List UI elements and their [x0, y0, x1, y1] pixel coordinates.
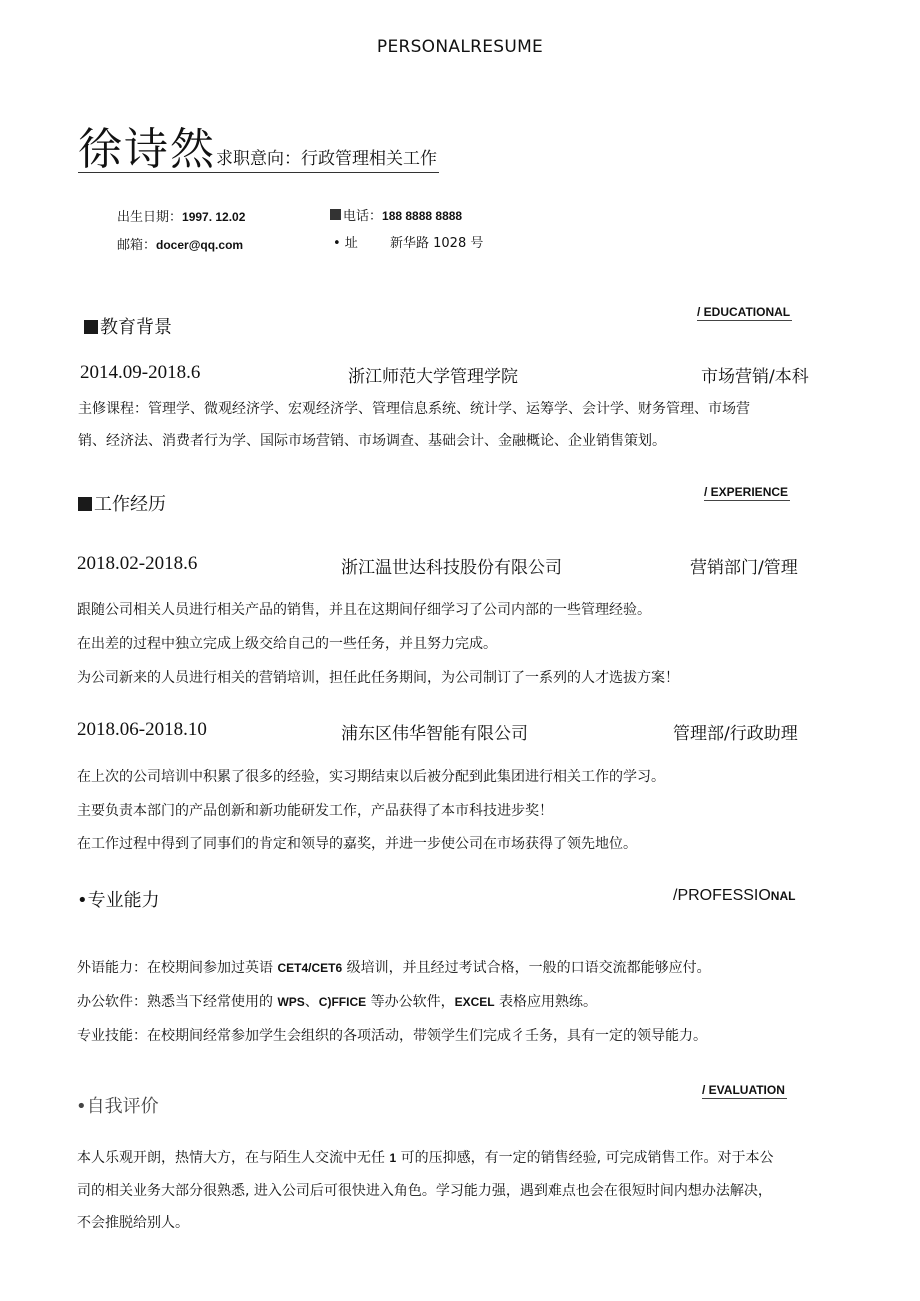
evaluation-line-1: [77, 1147, 774, 1167]
skill-office-c: 、: [304, 994, 319, 1010]
evaluation-heading: •自我评价: [76, 1096, 159, 1117]
skill-office-g: 表格应用熟练。: [494, 994, 598, 1010]
courses-line-2: 销、经济法、消费者行为学、国际市场营销、市场调查、基础会计、金融概论、企业销售策划。: [78, 433, 666, 449]
evaluation-tag: / EVALUATION: [702, 1083, 785, 1097]
email-label: 邮箱：: [117, 238, 157, 253]
job-2-company: 浦东区伟华智能有限公司: [341, 724, 528, 744]
education-heading: [84, 313, 172, 339]
skills-heading: •专业能力: [77, 890, 160, 911]
job-2-date: 2018.06-2018.10: [77, 719, 207, 740]
candidate-name: 徐诗然: [78, 124, 216, 175]
skill-office: [77, 991, 597, 1011]
resume-title: PERSONALRESUME: [376, 37, 544, 57]
job-2-line-1: 在上次的公司培训中积累了很多的经验，实习期结束以后被分配到此集团进行相关工作的学习。: [77, 769, 665, 785]
job-1-company: 浙江温世达科技股份有限公司: [341, 558, 562, 578]
evaluation-line-1-b: 1: [389, 1151, 397, 1165]
skill-office-wps: WPS: [277, 995, 305, 1009]
education-tag: / EDUCATIONAL: [697, 305, 791, 319]
job-1-line-3: 为公司新来的人员进行相关的营销培训，担任此任务期间，为公司制订了一系列的人才选拔方案！: [77, 670, 679, 686]
skill-language-c: 级培训，并且经过考试合格，一般的口语交流都能够应付。: [342, 960, 711, 976]
education-degree: 市场营销/本科: [701, 367, 809, 387]
skill-office-a: 办公软件：熟悉当下经常使用的: [77, 994, 278, 1010]
email-value: docer@qq.com: [156, 238, 244, 252]
skill-language-a: 外语能力：在校期间参加过英语: [77, 960, 278, 976]
job-2-role: 管理部/行政助理: [673, 724, 798, 744]
experience-heading: [78, 490, 166, 516]
job-1-role: 营销部门/管理: [690, 558, 798, 578]
phone-value: 188 8888 8888: [382, 209, 463, 223]
job-1-line-1: 跟随公司相关人员进行相关产品的销售，并且在这期间仔细学习了公司内部的一些管理经验。: [77, 602, 651, 618]
phone: [330, 205, 462, 224]
skill-language: [77, 957, 711, 977]
job-1-line-2: 在出差的过程中独立完成上级交给自己的一些任务，并且努力完成。: [77, 636, 497, 652]
phone-label: 电话：: [343, 209, 383, 224]
evaluation-line-1-c: 可的压抑感，有一定的销售经验, 可完成销售工作。对于本公: [396, 1150, 774, 1166]
skill-language-cet: CET4/CET6: [277, 961, 343, 975]
birth-date: [117, 206, 245, 225]
square-bullet-icon: [84, 320, 98, 334]
courses-line-1: 主修课程：管理学、微观经济学、宏观经济学、管理信息系统、统计学、运筹学、会计学、财务管理、市场营: [78, 401, 750, 417]
name-block: [78, 124, 439, 175]
address-value: 新华路 1028 号: [390, 236, 484, 251]
experience-tag: / EXPERIENCE: [704, 485, 789, 499]
evaluation-line-1-a: 本人乐观开朗，热情大方，在与陌生人交流中无任: [77, 1150, 390, 1166]
evaluation-line-2: 司的相关业务大部分很熟悉, 进入公司后可很快进入角色。学习能力强，遇到难点也会在很短时间内想办法解决，: [77, 1183, 772, 1199]
skill-office-e: 等办公软件，: [366, 994, 455, 1010]
education-heading-text: 教育背景: [100, 317, 172, 338]
address: [333, 232, 358, 251]
job-2-line-2: 主要负责本部门的产品创新和新功能研发工作，产品获得了本市科技进步奖！: [77, 803, 553, 819]
job-2-line-3: 在工作过程中得到了同事们的肯定和领导的嘉奖，并进一步使公司在市场获得了领先地位。: [77, 836, 637, 852]
address-label: • 址: [333, 236, 358, 251]
skills-tag: [673, 887, 795, 905]
job-1-date: 2018.02-2018.6: [77, 553, 198, 574]
education-date: 2014.09-2018.6: [80, 362, 201, 383]
skills-tag-main: /PROFESSIO: [673, 887, 771, 904]
skills-tag-tail: NAL: [770, 889, 796, 903]
job-intention: 求职意向：行政管理相关工作: [216, 149, 437, 169]
email: [117, 234, 243, 253]
evaluation-line-3: 不会推脱给别人。: [77, 1215, 189, 1231]
experience-heading-text: 工作经历: [94, 494, 166, 515]
birth-label: 出生日期：: [117, 210, 183, 225]
phone-icon: [330, 209, 341, 220]
skill-professional: 专业技能：在校期间经常参加学生会组织的各项活动，带领学生们完成彳壬务，具有一定的领导能力。: [77, 1028, 707, 1044]
square-bullet-icon: [78, 497, 92, 511]
skill-office-office: C)FFICE: [318, 995, 367, 1009]
skill-office-excel: EXCEL: [454, 995, 495, 1009]
education-school: 浙江师范大学管理学院: [348, 367, 518, 387]
birth-value: 1997. 12.02: [182, 210, 246, 224]
